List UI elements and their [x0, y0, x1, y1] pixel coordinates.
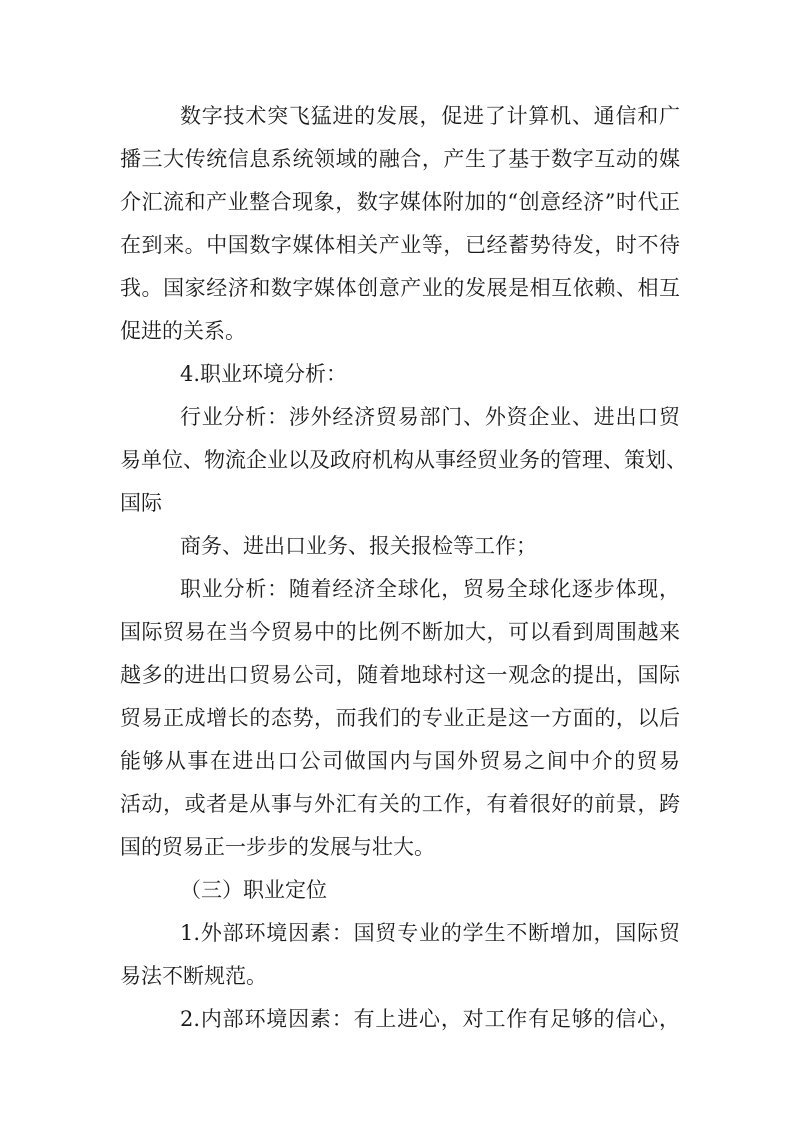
paragraph-job-analysis-line-3: 越多的进出口贸易公司，随着地球村这一观念的提出，国际 — [120, 663, 680, 687]
paragraph-industry-analysis-line-2: 易单位、物流企业以及政府机构从事经贸业务的管理、策划、 — [120, 448, 687, 472]
paragraph-digital-tech-line-6: 促进的关系。 — [120, 319, 246, 343]
paragraph-digital-tech-line-3: 介汇流和产业整合现象，数字媒体附加的“创意经济”时代正 — [120, 190, 680, 214]
heading-career-environment: 4.职业环境分析： — [180, 362, 348, 386]
paragraph-job-analysis-line-5: 能够从事在进出口公司做国内与国外贸易之间中介的贸易 — [120, 749, 680, 773]
paragraph-job-analysis-line-7: 国的贸易正一步步的发展与壮大。 — [120, 835, 435, 859]
paragraph-job-analysis-line-2: 国际贸易在当今贸易中的比例不断加大，可以看到周围越来 — [120, 620, 680, 644]
paragraph-digital-tech-line-2: 播三大传统信息系统领域的融合，产生了基于数字互动的媒 — [120, 147, 680, 171]
paragraph-external-factors-line-2: 易法不断规范。 — [120, 964, 267, 988]
paragraph-industry-analysis-line-1: 行业分析：涉外经济贸易部门、外资企业、进出口贸 — [180, 405, 680, 429]
paragraph-business-line: 商务、进出口业务、报关报检等工作； — [180, 534, 537, 558]
paragraph-external-factors-line-1: 1.外部环境因素：国贸专业的学生不断增加，国际贸 — [180, 921, 680, 945]
paragraph-job-analysis-line-1: 职业分析：随着经济全球化，贸易全球化逐步体现， — [180, 577, 680, 601]
paragraph-industry-analysis-line-3: 国际 — [120, 491, 162, 515]
heading-career-positioning: （三）职业定位 — [180, 878, 327, 902]
paragraph-job-analysis-line-6: 活动，或者是从事与外汇有关的工作，有着很好的前景，跨 — [120, 792, 680, 816]
paragraph-digital-tech-line-1: 数字技术突飞猛进的发展，促进了计算机、通信和广 — [180, 104, 680, 128]
paragraph-digital-tech-line-4: 在到来。中国数字媒体相关产业等，已经蓄势待发，时不待 — [120, 233, 680, 257]
paragraph-internal-factors-line-1: 2.内部环境因素：有上进心，对工作有足够的信心， — [180, 1007, 680, 1031]
paragraph-job-analysis-line-4: 贸易正成增长的态势，而我们的专业正是这一方面的，以后 — [120, 706, 680, 730]
paragraph-digital-tech-line-5: 我。国家经济和数字媒体创意产业的发展是相互依赖、相互 — [120, 276, 680, 300]
